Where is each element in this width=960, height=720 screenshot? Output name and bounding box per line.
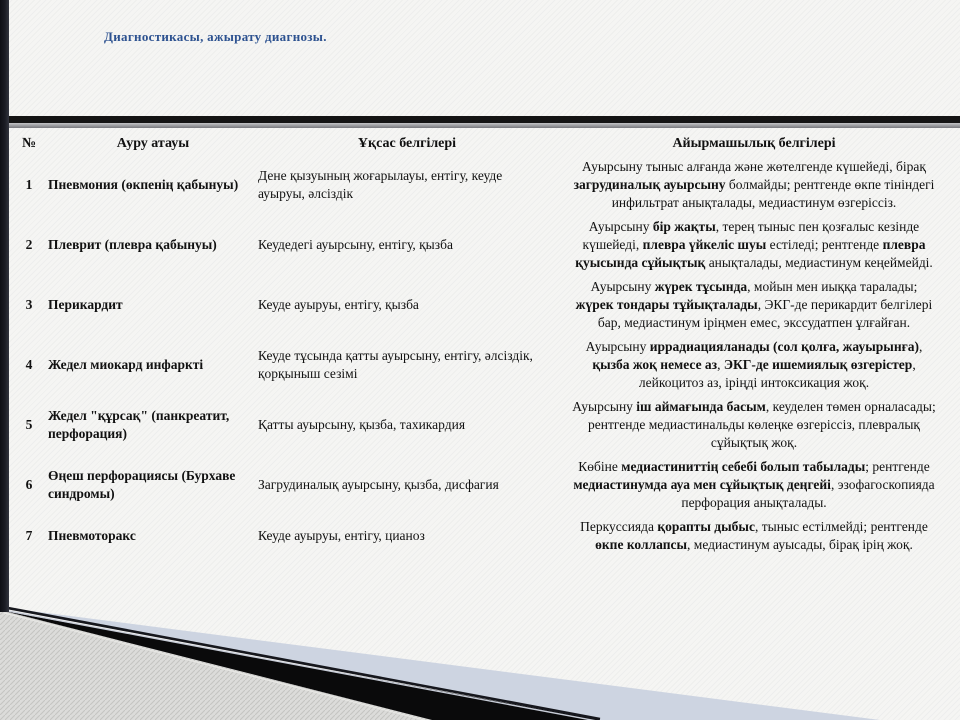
slide-title: Диагностикасы, ажырату диагнозы. xyxy=(104,29,327,44)
row-number: 4 xyxy=(25,357,33,372)
similar-signs: Кеуде ауыруы, ентігу, цианоз xyxy=(258,528,425,543)
similar-signs: Загрудиналық ауырсыну, қызба, дисфагия xyxy=(258,477,499,492)
table-row xyxy=(10,275,952,335)
distinguishing-signs: Перкуссияда қорапты дыбыс, тыныс естілмейді; рентгенде өкпе коллапсы, медиастинум ауысады, бірақ ірің жоқ. xyxy=(580,519,928,552)
header-similar-signs: Ұқсас белгілері xyxy=(357,136,457,151)
disease-name: Плеврит (плевра қабынуы) xyxy=(48,237,217,252)
diagnosis-table xyxy=(10,131,952,557)
divider-gray-band xyxy=(0,123,960,128)
diagnosis-table-wrap xyxy=(10,131,952,557)
similar-signs: Кеуде тұсында қатты ауырсыну, ентігу, әлсіздік, қорқыныш сезімі xyxy=(258,348,533,381)
disease-name: Жедел "құрсақ" (панкреатит, перфорация) xyxy=(48,408,230,441)
divider-black-band xyxy=(0,116,960,123)
distinguishing-signs: Ауырсыну іш аймағында басым, кеуделен төмен орналасады; рентгенде медиастинальды көлеңке өзгеріссіз, плевралық сұйықтық жоқ. xyxy=(572,399,936,450)
table-row xyxy=(10,155,952,215)
table-row xyxy=(10,335,952,395)
row-number: 6 xyxy=(25,477,33,492)
table-row xyxy=(10,395,952,455)
disease-name: Пневмоторакс xyxy=(48,528,136,543)
distinguishing-signs: Ауырсыну иррадиацияланады (сол қолға, жауырынға), қызба жоқ немесе аз, ЭКГ-де ишемиялық өзгерістер, лейкоцитоз аз, іріңді интоксикация жоқ. xyxy=(585,339,923,390)
left-edge-bar xyxy=(0,0,9,612)
row-number: 2 xyxy=(25,237,33,252)
table-row xyxy=(10,215,952,275)
disease-name: Жедел миокард инфаркті xyxy=(48,357,204,372)
table-header-row xyxy=(10,131,952,155)
similar-signs: Кеуде ауыруы, ентігу, қызба xyxy=(258,297,419,312)
similar-signs: Дене қызуының жоғарылауы, ентігу, кеуде ауыруы, әлсіздік xyxy=(258,168,503,201)
header-disease-name: Ауру атауы xyxy=(116,136,190,151)
similar-signs: Қатты ауырсыну, қызба, тахикардия xyxy=(258,417,466,432)
header-divider-bar xyxy=(0,116,960,128)
diagnosis-table-body xyxy=(10,155,952,557)
decor-gray-triangle xyxy=(0,610,432,720)
distinguishing-signs: Ауырсыну жүрек тұсында, мойын мен иыққа таралады; жүрек тондары тұйықталады, ЭКГ-де перикардит белгілері бар, медиастинум іріңмен емес, экссудатпен ұлғайған. xyxy=(575,279,933,330)
header-number: № xyxy=(21,136,37,151)
decor-silver-line xyxy=(0,610,597,720)
row-number: 1 xyxy=(25,177,33,192)
decor-blue-wedge xyxy=(0,607,880,720)
header-distinguishing-signs: Айырмашылық белгілері xyxy=(672,136,836,151)
distinguishing-signs: Көбіне медиастиниттің себебі болып табылады; рентгенде медиастинумда ауа мен сұйықтық деңгейі, эзофагоскопияда перфорация анықталады. xyxy=(573,459,935,510)
row-number: 7 xyxy=(25,528,33,543)
row-number: 5 xyxy=(25,417,33,432)
row-number: 3 xyxy=(25,297,33,312)
decor-lower-silver-line xyxy=(4,613,432,720)
distinguishing-signs: Ауырсыну тыныс алғанда және жөтелгенде күшейеді, бірақ загрудиналық ауырсыну болмайды; рентгенде өкпе тініндегі инфильтрат анықталады, медиастинум өзгеріссіз. xyxy=(573,159,935,210)
similar-signs: Кеудедегі ауырсыну, ентігу, қызба xyxy=(258,237,453,252)
disease-name: Өңеш перфорациясы (Бурхаве синдромы) xyxy=(48,468,236,501)
decor-black-ribbon xyxy=(4,611,600,720)
decor-thin-dark-line xyxy=(0,607,600,720)
table-row xyxy=(10,515,952,557)
disease-name: Пневмония (өкпенің қабынуы) xyxy=(48,177,239,192)
disease-name: Перикардит xyxy=(48,297,123,312)
table-row xyxy=(10,455,952,515)
distinguishing-signs: Ауырсыну бір жақты, терең тыныс пен қозғалыс кезінде күшейеді, плевра үйкеліс шуы естіледі; рентгенде плевра қуысында сұйықтық анықталады, медиастинум кеңеймейді. xyxy=(575,219,933,270)
